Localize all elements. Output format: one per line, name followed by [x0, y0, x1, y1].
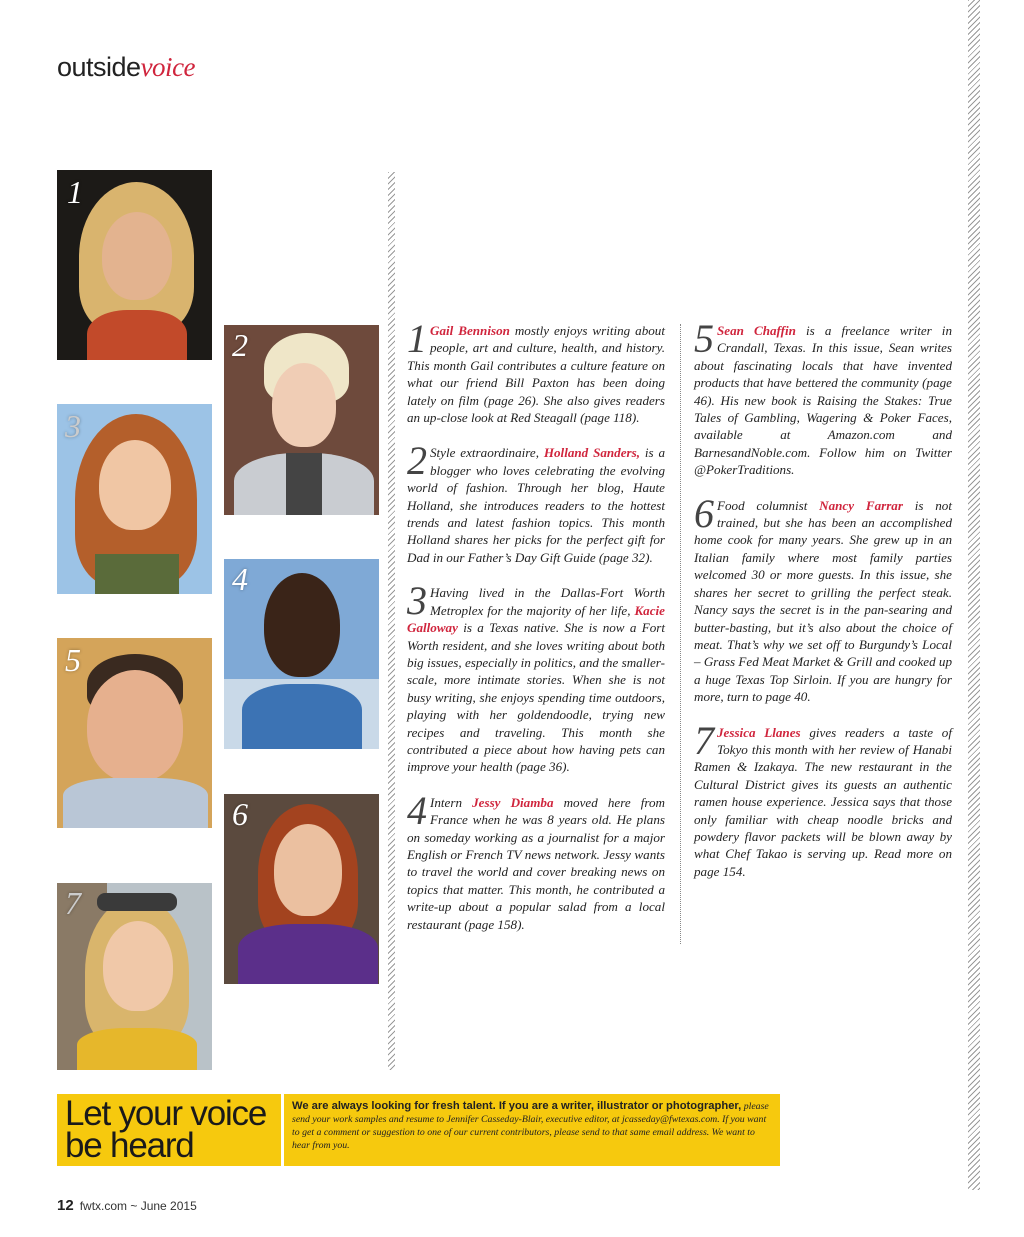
bio-text: mostly enjoys writing about people, art and culture, health, and history. This month Gail contributes a culture feature on what our friend Bill Paxton has been doing lately on film (page 26). She also gives readers an up-close look at Red Steagall (page 118).: [407, 323, 665, 426]
bio-number: 4: [407, 787, 427, 833]
bio-text-pre: Style extraordinaire,: [430, 445, 544, 461]
callout-lead: We are always looking for fresh talent. If you are a writer, illustrator or photographer,: [292, 1100, 742, 1112]
decorative-hatch-divider: [388, 172, 395, 1070]
decorative-hatch-border-right: [968, 0, 980, 1190]
bio-text: gives readers a taste of Tokyo this month with her review of Hanabi Ramen & Izakaya. The new restaurant in the Cultural District gives its guests an authentic ramen house experience. Jessica says that those only familiar with cheap noodle bricks and powdery flavor packets will be blown away by what Chef Takao is serving up. Read more on page 154.: [694, 724, 952, 879]
bio-number: 6: [694, 490, 714, 536]
bio-text-pre: Having lived in the Dallas-Fort Worth Metroplex for the majority of her life,: [430, 585, 665, 618]
bio-text-pre: Food columnist: [717, 497, 820, 513]
bio-4: [407, 787, 665, 933]
callout-headline-box: [57, 1094, 281, 1166]
bio-2: [407, 438, 666, 566]
bio-column-right: [694, 316, 952, 898]
contributor-name: Gail Bennison: [430, 323, 510, 338]
bio-number: 7: [694, 717, 714, 763]
bio-column-left: [407, 316, 666, 951]
bio-number: 3: [407, 578, 427, 624]
bio-text: moved here from France when he was 8 years old. He plans on someday working as a journalist for a major English or French TV news network. Jessy wants to travel the world and cover breaking news on topics that matter. This month, he contributed a write-up about a popular salad from a local restaurant (page 158).: [407, 794, 665, 932]
footer-text: fwtx.com ~ June 2015: [79, 1199, 197, 1213]
bio-1: [407, 316, 665, 426]
photo-number-1: 1: [67, 174, 83, 210]
photo-number-5: 5: [65, 642, 81, 678]
contributor-name: Jessica Llanes: [717, 724, 801, 740]
contributor-name: Sean Chaffin: [717, 323, 796, 338]
contributor-photo-2: [224, 325, 379, 515]
photo-number-2: 2: [232, 327, 248, 363]
contributor-name: Jessy Diamba: [472, 794, 554, 810]
bio-7: [694, 717, 952, 881]
contributor-photo-4: [224, 559, 379, 749]
bio-text: is a freelance writer in Crandall, Texas. In this issue, Sean writes about fascinating locals that have invented products that have bettered the community (page 46). His new book is Raising the Stakes: True Tales of Gambling, Wagering & Poker Faces, available at Amazon.com and BarnesandNoble.com. Follow him on Twitter @PokerTraditions.: [694, 323, 952, 478]
contributor-name: Nancy Farrar: [819, 497, 903, 513]
bio-6: [694, 490, 952, 706]
page-number: 12: [57, 1197, 74, 1214]
contributor-photo-1: [57, 170, 212, 360]
contributor-photo-6: [224, 794, 379, 984]
section-title: [57, 52, 195, 83]
contributor-photo-5: [57, 638, 212, 828]
callout-text-box: [284, 1094, 780, 1166]
bio-text: is not trained, but she has been an accomplished home cook for many years. She grew up in an Italian family where most family parties welcomed 30 or more guests. In this issue, she shares her secret to grilling the perfect steak. Nancy says the secret is in the pan-searing and butter-basting, but it’s also about the choice of meat. That’s why we set off to Burgundy’s Local – Grass Fed Meat Market & Grill and cooked up a huge Texas Top Sirloin. If you are hungry for more, turn to page 40.: [694, 497, 952, 705]
contributor-name: Holland Sanders,: [543, 445, 641, 461]
bio-text: is a blogger who loves celebrating the evolving world of fashion. Through her blog, Haute Holland, she introduces readers to the hottest trends and latest fashion topics. This month Holland shares her picks for the perfect gift for Dad in our Father’s Day Gift Guide (page 32).: [407, 445, 666, 565]
section-title-voice: voice: [140, 52, 196, 82]
callout-body: please send your work samples and resume to Jennifer Casseday-Blair, executive editor, at jcasseday@fwtexas.com. If you want to get a comment or suggestion to one of our current contributors, please send to that same email address. We want to hear from you.: [292, 1101, 769, 1151]
bio-number: 2: [407, 438, 427, 484]
page-footer: [57, 1197, 197, 1214]
column-divider: [680, 324, 681, 944]
bio-text: is a Texas native. She is now a Fort Worth resident, and she loves writing about both big issues, especially in politics, and the smaller-scale, more intimate stories. When she is not busy writing, she enjoys spending time outdoors, playing with her goldendoodle, trying new recipes and traveling. This month she contributed a piece about how having pets can improve your health (page 36).: [407, 620, 665, 775]
photo-number-4: 4: [232, 561, 248, 597]
callout-headline: Let your voice be heard: [65, 1094, 267, 1165]
photo-number-3: 3: [65, 408, 81, 444]
photo-number-7: 7: [65, 885, 81, 921]
bio-5: [694, 316, 952, 479]
photo-number-6: 6: [232, 796, 248, 832]
contributor-photo-7: [57, 883, 212, 1070]
bio-3: [407, 578, 665, 775]
contributor-photo-3: [57, 404, 212, 594]
section-title-outside: outside: [57, 52, 141, 82]
bio-number: 1: [407, 316, 427, 361]
contributor-name: Kacie Galloway: [407, 602, 665, 636]
bio-text-pre: Intern: [430, 794, 473, 810]
bio-number: 5: [694, 316, 714, 361]
